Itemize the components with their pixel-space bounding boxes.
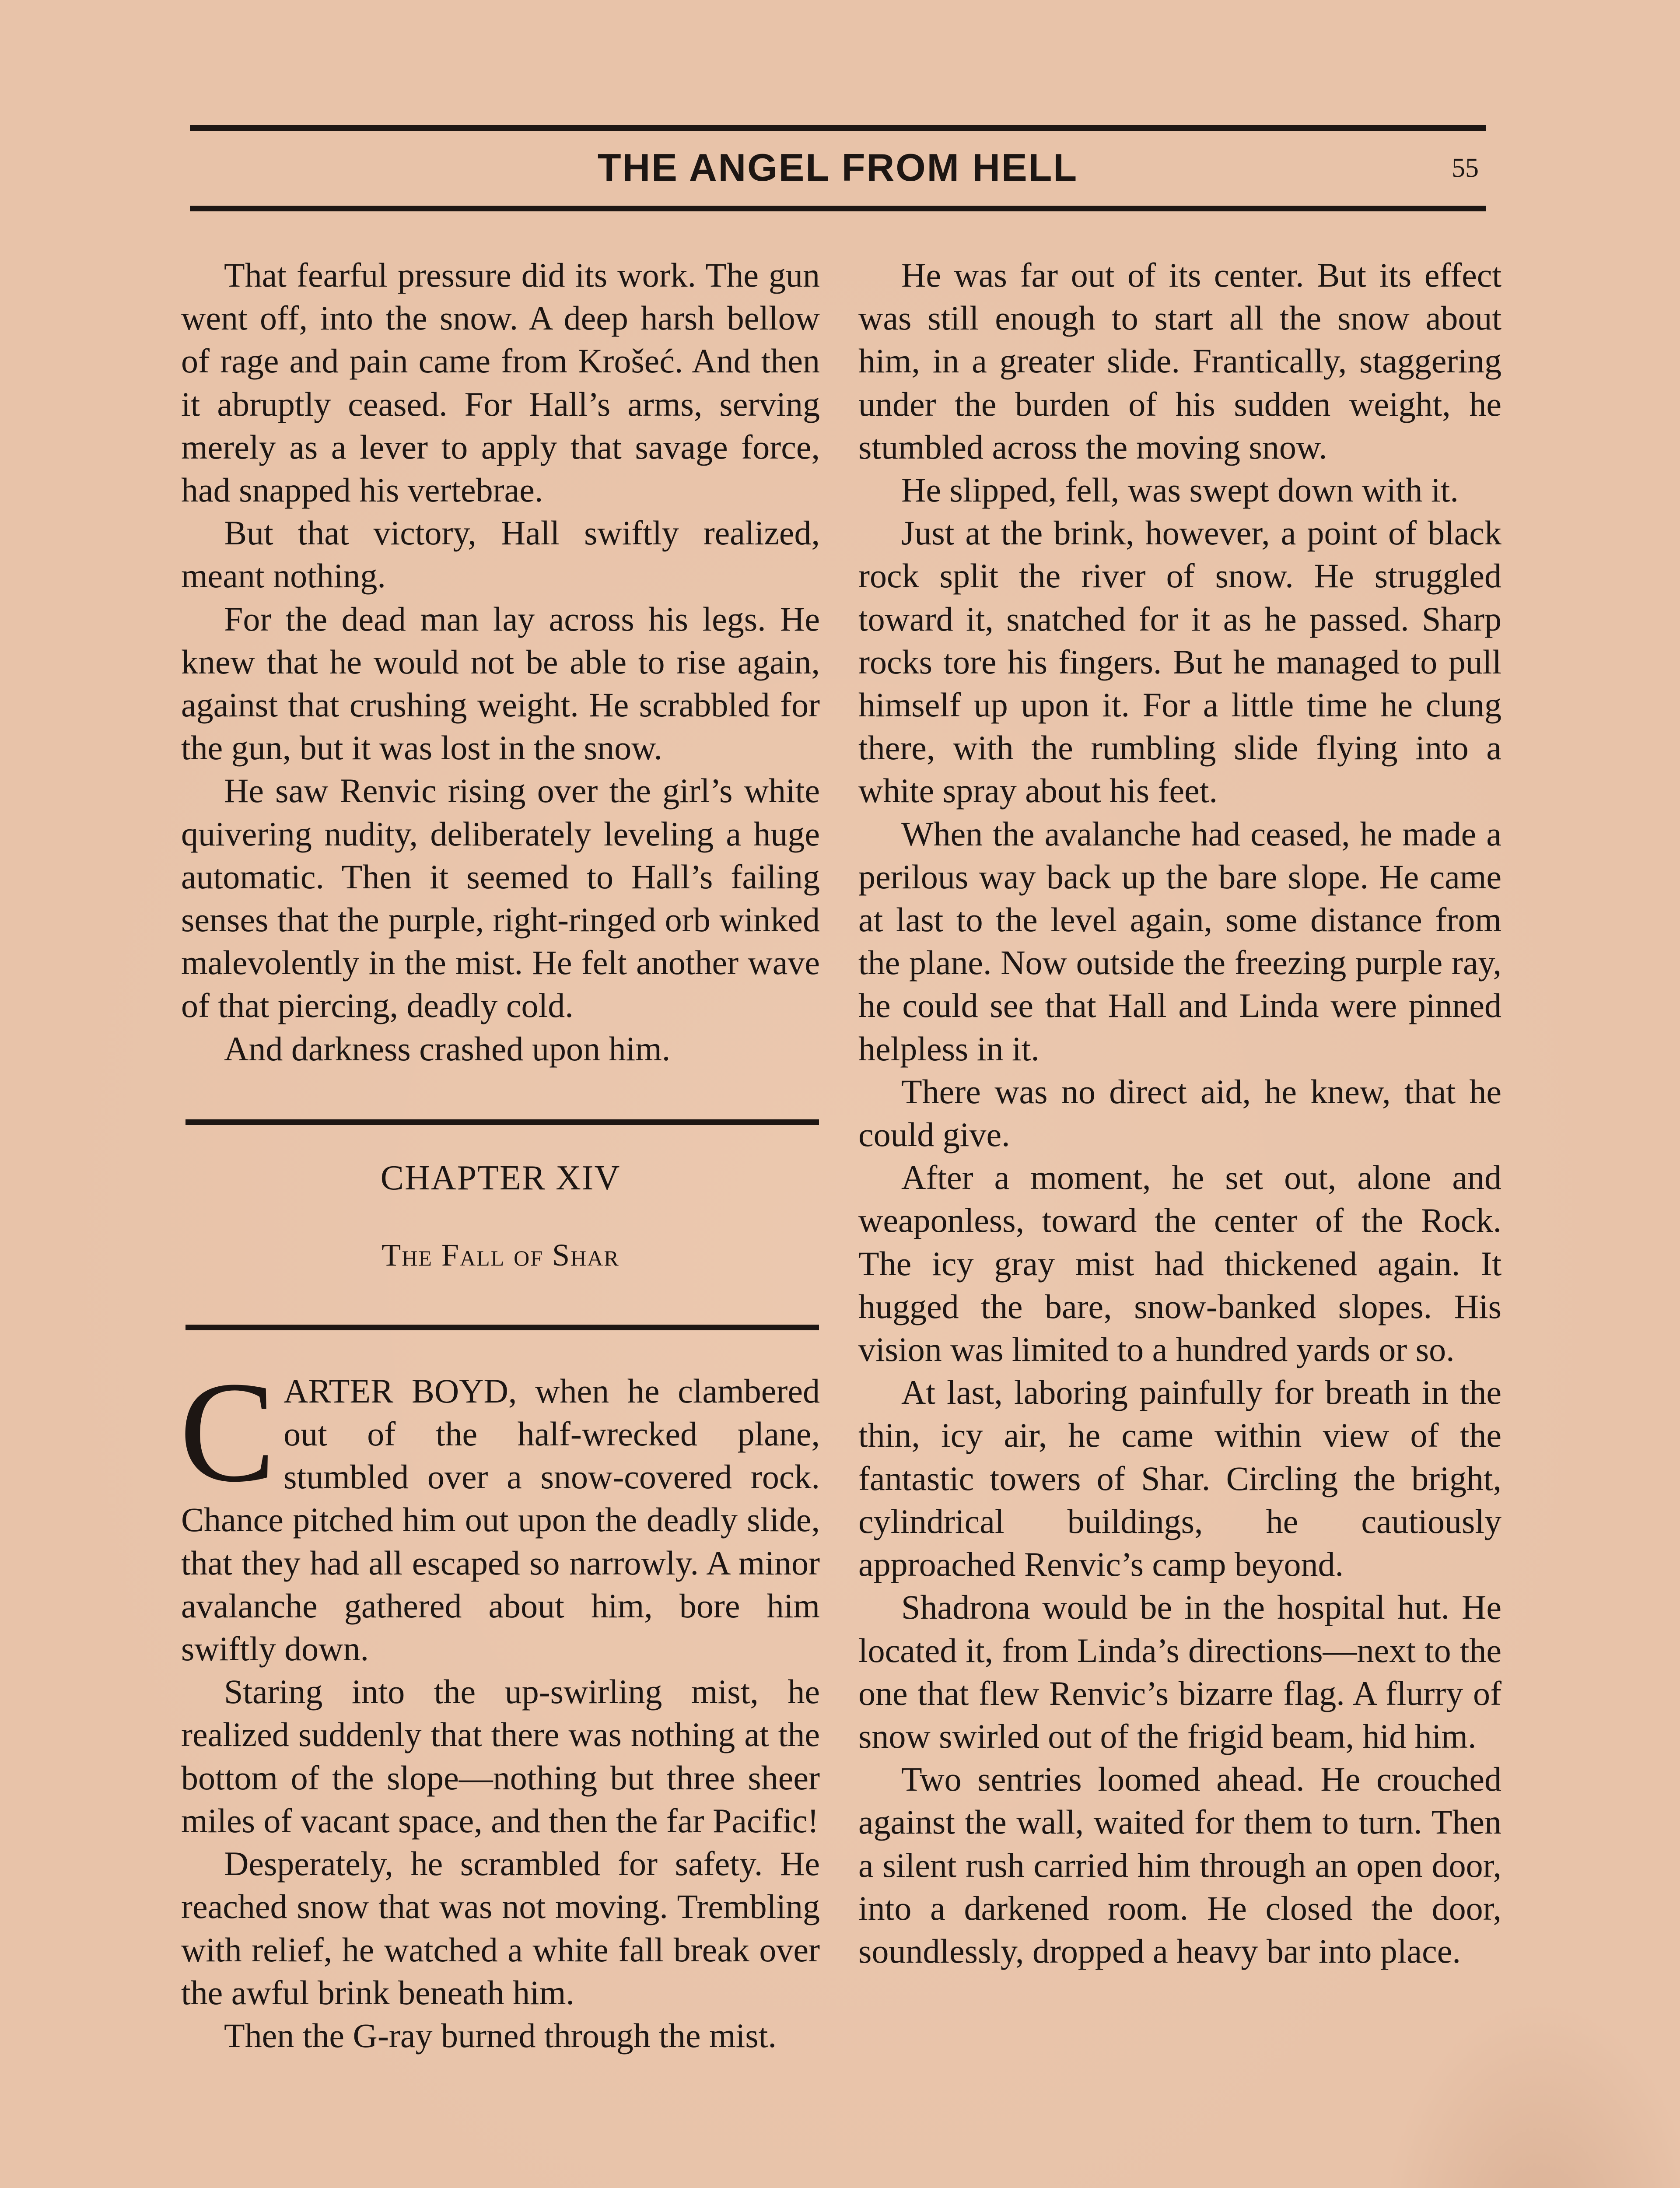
opening-paragraph <box>179 1352 820 1670</box>
left-column <box>181 254 820 2057</box>
chapter-heading <box>181 1125 820 1325</box>
paragraph: He was far out of its center. But its effect was still enough to start all the snow about him, in a greater slide. Frantically, staggering under the burden of his sudden weight, he stumbled across the moving snow. <box>858 256 1502 466</box>
paragraph: Shadrona would be in the hospital hut. He located it, from Linda’s directions—next to the one that flew Renvic’s bizarre flag. A flurry of snow swirled out of the frigid beam, hid him. <box>858 1588 1502 1755</box>
paragraph: And darkness crashed upon him. <box>224 1029 671 1068</box>
header-bottom-rule <box>190 206 1486 211</box>
paragraph: When the avalanche had ceased, he made a perilous way back up the bare slope. He came at last to the level again, some distance from the plane. Now outside the freezing purple ray, he could see that Hall and Linda were pinned helpless in it. <box>858 814 1502 1068</box>
opening-paragraph-text: ARTER BOYD, when he clambered out of the half-wrecked plane, stumbled over a snow-covered rock. Chance pitched him out upon the deadly slide, that they had all escaped so narrowly. A minor avalanche gathered about him, bore him swiftly down. <box>181 1371 820 1668</box>
paragraph: Staring into the up-swirling mist, he realized suddenly that there was nothing at the bottom of the slope—nothing but three sheer miles of vacant space, and then the far Pacific! <box>181 1673 820 1840</box>
page-number: 55 <box>1452 153 1479 183</box>
chapter-subtitle: The Fall of Shar <box>382 1237 620 1273</box>
paragraph: For the dead man lay across his legs. He knew that he would not be able to rise again, against that crushing weight. He scrabbled for the gun, but it was lost in the snow. <box>181 600 820 767</box>
paragraph: But that victory, Hall swiftly realized, meant nothing. <box>181 514 820 595</box>
paragraph: Then the G-ray burned through the mist. <box>224 2016 777 2055</box>
running-title: THE ANGEL FROM HELL <box>597 146 1078 189</box>
chapter-title: CHAPTER XIV <box>380 1158 621 1197</box>
paragraph: After a moment, he set out, alone and weaponless, toward the center of the Rock. The icy gray mist had thickened again. It hugged the bare, snow-banked slopes. His vision was limited to a hundred yards or so. <box>858 1158 1502 1369</box>
chapter-bottom-rule <box>186 1325 819 1330</box>
paragraph: That fearful pressure did its work. The gun went off, into the snow. A deep harsh bellow of rage and pain came from Krošeć. And then it abruptly ceased. For Hall’s arms, serving merely as a lever to apply that savage force, had snapped his vertebrae. <box>181 256 820 509</box>
paragraph: He slipped, fell, was swept down with it. <box>901 471 1459 509</box>
right-column <box>858 254 1502 1973</box>
paragraph: There was no direct aid, he knew, that he could give. <box>858 1072 1502 1154</box>
header-top-rule <box>190 125 1486 131</box>
paragraph: Two sentries loomed ahead. He crouched against the wall, waited for them to turn. Then a silent rush carried him through an open door, into a darkened room. He closed the door, soundlessly, dropped a heavy bar into place. <box>858 1760 1502 1970</box>
paragraph: Desperately, he scrambled for safety. He reached snow that was not moving. Trembling with relief, he watched a white fall break over the awful brink beneath him. <box>181 1844 820 2012</box>
paragraph: Just at the brink, however, a point of black rock split the river of snow. He struggled toward it, snatched for it as he passed. Sharp rocks tore his fingers. But he managed to pull himself up upon it. For a little time he clung there, with the rumbling slide flying into a white spray about his feet. <box>858 514 1502 810</box>
paragraph: He saw Renvic rising over the girl’s white quivering nudity, deliberately leveling a huge automatic. Then it seemed to Hall’s failing senses that the purple, right-ringed orb winked malevolently in the mist. He felt another wave of that piercing, deadly cold. <box>181 771 820 1025</box>
paragraph: At last, laboring painfully for breath in the thin, icy air, he came within view of the fantastic towers of Shar. Circling the bright, cylindrical buildings, he cautiously approached Renvic’s camp beyond. <box>858 1373 1502 1584</box>
running-header <box>190 139 1486 200</box>
chapter-top-rule <box>186 1119 819 1125</box>
drop-cap: C <box>179 1352 276 1512</box>
